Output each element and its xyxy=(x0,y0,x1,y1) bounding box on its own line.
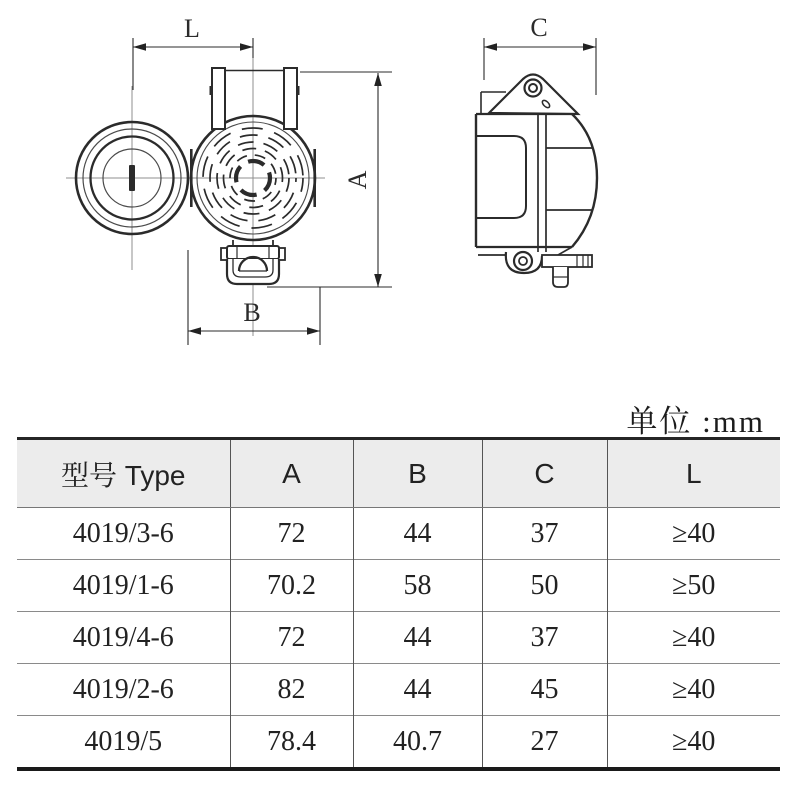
cell-type: 4019/4-6 xyxy=(17,612,230,664)
cell-l: ≥40 xyxy=(607,612,780,664)
cell-type: 4019/2-6 xyxy=(17,664,230,716)
technical-drawing xyxy=(0,0,800,395)
cell-c: 27 xyxy=(482,716,607,770)
table-row xyxy=(17,508,780,560)
cell-c: 50 xyxy=(482,560,607,612)
cell-a: 78.4 xyxy=(230,716,353,770)
dim-label-l: L xyxy=(184,14,200,43)
side-view xyxy=(476,13,597,287)
header-cell-l: L xyxy=(607,439,780,508)
table-row xyxy=(17,560,780,612)
cell-a: 72 xyxy=(230,508,353,560)
cap-slot xyxy=(129,165,135,191)
table-row xyxy=(17,612,780,664)
cell-a: 70.2 xyxy=(230,560,353,612)
spec-table xyxy=(17,437,780,771)
cell-a: 82 xyxy=(230,664,353,716)
hinge-bracket xyxy=(489,75,578,115)
dimension-l xyxy=(133,38,253,90)
cell-l: ≥50 xyxy=(607,560,780,612)
cell-type: 4019/3-6 xyxy=(72,517,174,549)
unit-label: 单位 :mm xyxy=(626,404,765,439)
header-cell-b: B xyxy=(353,439,482,508)
header-cell-type: 型号 Type xyxy=(17,439,230,508)
table-row xyxy=(17,716,780,770)
cell-b: 44 xyxy=(353,508,482,560)
header-cell-a: A xyxy=(230,439,353,508)
dim-label-b: B xyxy=(243,298,261,327)
cell-l: ≥40 xyxy=(607,508,780,560)
side-latch xyxy=(478,247,592,287)
table-row xyxy=(17,664,780,716)
front-view xyxy=(66,14,392,345)
dim-label-c: C xyxy=(530,13,548,42)
side-body xyxy=(476,92,597,252)
cell-l: ≥40 xyxy=(607,664,780,716)
cell-b: 44 xyxy=(353,664,482,716)
front-latch xyxy=(221,240,285,284)
cell-type: 4019/5 xyxy=(17,716,230,770)
cell-c: 45 xyxy=(482,664,607,716)
header-cell-c: C xyxy=(482,439,607,508)
mounting-posts xyxy=(210,68,300,129)
cell-b: 44 xyxy=(353,612,482,664)
cell-a: 72 xyxy=(230,612,353,664)
cell-type: 4019/1-6 xyxy=(17,560,230,612)
cell-b: 58 xyxy=(353,560,482,612)
cell-b: 40.7 xyxy=(353,716,482,770)
cell-l: ≥40 xyxy=(607,716,780,770)
cell-c: 37 xyxy=(482,508,607,560)
dim-label-a: A xyxy=(343,170,372,190)
cell-c: 37 xyxy=(482,612,607,664)
header-row xyxy=(17,439,780,508)
